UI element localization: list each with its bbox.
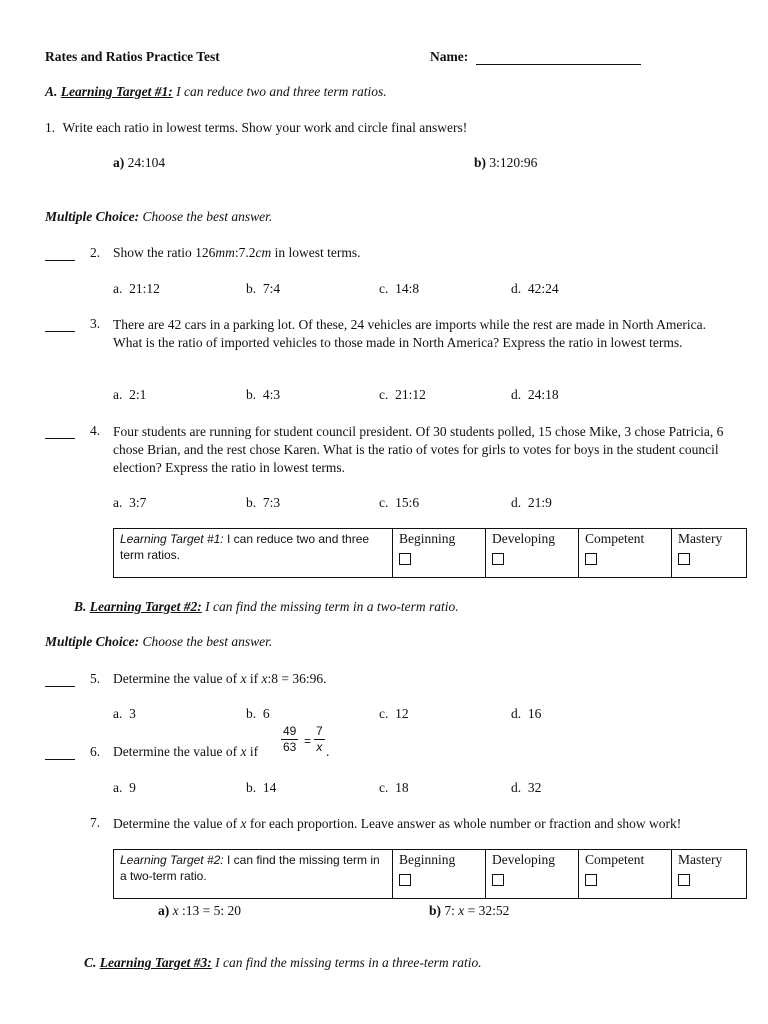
multiple-choice-heading-b [45,634,272,650]
rubric-2-mastery-checkbox[interactable] [678,874,690,886]
fraction-49-63 [281,724,298,755]
level-label: Developing [492,852,555,867]
question-2-choice-b[interactable] [246,281,280,297]
choice-value: 16 [527,706,542,721]
question-7b-equation-pre: 7: [444,903,459,918]
choice-letter: b. [246,706,257,721]
choice-letter: c. [379,706,389,721]
choice-letter: a. [113,780,123,795]
choice-value: 6 [262,706,270,721]
choice-value: 14:8 [395,281,420,296]
answer-blank-3[interactable] [45,331,75,332]
level-label: Mastery [678,531,723,546]
rubric-2-developing [486,850,579,899]
question-2-text-mid: :7.2 [234,245,256,260]
question-3-text: There are 42 cars in a parking lot. Of these, 24 vehicles are imports while the rest are made in North America. What is the ratio of imported vehicles to those made in North America? Express the ratio in lowest terms. [113,317,707,350]
choice-value: 32 [527,780,542,795]
level-label: Competent [585,852,645,867]
question-6-text-pre: Determine the value of [113,744,241,759]
question-6-number: 6. [90,744,101,759]
choice-letter: c. [379,780,389,795]
question-6-choice-b[interactable] [246,780,276,796]
rubric-2-beginning [393,850,486,899]
section-c-heading [84,955,482,971]
rubric-1-mastery [672,529,747,578]
question-7-text [113,815,713,832]
choice-value: 3:7 [129,495,147,510]
name-field[interactable] [476,64,641,65]
question-5-choice-b[interactable] [246,706,270,722]
question-4-choice-c[interactable] [379,495,419,511]
choice-letter: d. [511,706,522,721]
learning-target-3-label: Learning Target #3: [99,955,212,970]
question-2-choice-d[interactable] [511,281,559,297]
rubric-2-mastery [672,850,747,899]
question-3-choice-b[interactable] [246,387,280,403]
choice-letter: a. [113,281,123,296]
fraction-denominator: x [316,740,323,754]
question-1a-value: 24:104 [127,155,166,170]
section-a-letter: A. [45,84,58,99]
question-7a-equation: :13 = 5: 20 [178,903,241,918]
equals-sign: = [304,734,312,748]
choice-letter: b. [246,281,257,296]
choice-value: 4:3 [262,387,281,402]
rubric-1-competent [579,529,672,578]
question-5-choice-c[interactable] [379,706,409,722]
section-a-heading [45,84,387,100]
choice-value: 14 [262,780,277,795]
fraction-numerator: 7 [316,724,323,738]
level-label: Competent [585,531,645,546]
question-3-choice-a[interactable] [113,387,146,403]
rubric-1-developing-checkbox[interactable] [492,553,504,565]
question-6-choice-a[interactable] [113,780,136,796]
choice-value: 3 [129,706,136,721]
choice-value: 18 [395,780,409,795]
question-4-number: 4. [90,423,101,438]
multiple-choice-label: Multiple Choice: [45,634,140,649]
question-2-unit-mm: mm [215,245,235,260]
rubric-1-target [114,529,393,578]
choice-letter: b. [246,495,257,510]
choice-letter: a. [113,706,123,721]
answer-blank-6[interactable] [45,759,75,760]
rubric-table-1 [113,528,747,578]
choice-letter: d. [511,281,522,296]
multiple-choice-label: Multiple Choice: [45,209,140,224]
choice-value: 2:1 [129,387,147,402]
choice-letter: b. [246,387,257,402]
question-1b [474,155,537,171]
question-6-text-mid: if [246,744,259,759]
page-title: Rates and Ratios Practice Test [45,49,220,64]
choice-value: 15:6 [395,495,420,510]
question-4-text: Four students are running for student council president. Of 30 students polled, 15 chose Mike, 3 chose Patricia, 6 chose Brian, and the rest chose Karen. What is the ratio of votes for girls to votes for boys in the student council election? Express the ratio in lowest terms. [113,424,724,475]
question-5-text [113,671,326,687]
question-4-choice-a[interactable] [113,495,146,511]
question-7-text-pre: Determine the value of [113,816,241,831]
learning-target-1-label: Learning Target #1: [60,84,173,99]
choice-letter: d. [511,387,522,402]
rubric-2-beginning-checkbox[interactable] [399,874,411,886]
question-3-number: 3. [90,316,101,331]
multiple-choice-instructions: Choose the best answer. [139,209,273,224]
rubric-1-mastery-checkbox[interactable] [678,553,690,565]
question-7b-equation: = 32:52 [464,903,510,918]
question-6-period: . [326,744,330,759]
choice-letter: d. [511,495,522,510]
name-label: Name: [430,49,469,64]
rubric-2-developing-checkbox[interactable] [492,874,504,886]
rubric-2-target [114,850,393,899]
question-5-choice-d[interactable] [511,706,541,722]
choice-letter: c. [379,495,389,510]
rubric-2-competent [579,850,672,899]
section-b-heading [74,599,459,615]
question-5-text-mid: if [246,671,262,686]
multiple-choice-heading-a [45,209,272,225]
question-5-text-post: :8 = 36:96. [267,671,327,686]
question-5-choice-a[interactable] [113,706,136,722]
level-label: Developing [492,531,555,546]
rubric-2-target-text: I can find the missing term in a two-term ratio. [120,853,380,883]
question-1b-value: 3:120:96 [489,155,538,170]
question-2-text [113,245,361,261]
choice-value: 21:12 [395,387,426,402]
learning-target-2-text: I can find the missing term in a two-term ratio. [201,599,459,614]
fraction-7-x [314,724,325,755]
choice-value: 21:9 [527,495,552,510]
rubric-2-target-label: Learning Target #2: [120,853,224,867]
question-6-choice-d[interactable] [511,780,541,796]
question-7b [429,903,509,919]
choice-value: 7:3 [262,495,281,510]
question-5-number: 5. [90,671,101,686]
variable-x: x [240,744,247,759]
learning-target-1-text: I can reduce two and three term ratios. [172,84,387,99]
rubric-table-2 [113,849,747,899]
choice-value: 7:4 [262,281,281,296]
choice-letter: c. [379,281,389,296]
question-3-choice-d[interactable] [511,387,559,403]
choice-letter: a. [113,495,123,510]
section-c-letter: C. [84,955,97,970]
question-1-number: 1. [45,120,56,135]
choice-value: 24:18 [527,387,559,402]
answer-blank-4[interactable] [45,438,75,439]
learning-target-2-label: Learning Target #2: [89,599,202,614]
rubric-2-competent-checkbox[interactable] [585,874,597,886]
choice-value: 9 [129,780,136,795]
question-2-choice-a[interactable] [113,281,160,297]
variable-x: x [458,903,465,918]
question-7a-label: a) [158,903,170,918]
question-2-text-post: in lowest terms. [271,245,361,260]
question-1a [113,155,165,171]
rubric-1-beginning-checkbox[interactable] [399,553,411,565]
question-7-text-post: for each proportion. Leave answer as whole number or fraction and show work! [246,816,682,831]
question-1a-label: a) [113,155,125,170]
variable-x: x [172,903,179,918]
choice-letter: a. [113,387,123,402]
choice-letter: c. [379,387,389,402]
question-4-choice-b[interactable] [246,495,280,511]
answer-blank-5[interactable] [45,686,75,687]
question-2-choice-c[interactable] [379,281,419,297]
variable-x: x [261,671,268,686]
question-1 [45,120,467,136]
choice-value: 12 [395,706,409,721]
choice-letter: b. [246,780,257,795]
variable-x: x [240,816,247,831]
section-b-letter: B. [74,599,87,614]
rubric-1-developing [486,529,579,578]
variable-x: x [240,671,247,686]
question-4-choice-d[interactable] [511,495,552,511]
choice-value: 42:24 [527,281,559,296]
choice-letter: d. [511,780,522,795]
rubric-1-target-label: Learning Target #1: [120,532,224,546]
answer-blank-2[interactable] [45,260,75,261]
question-7-number: 7. [90,815,101,830]
question-6-text [113,744,258,760]
fraction-denominator: 63 [283,740,297,754]
fraction-numerator: 49 [283,724,297,738]
question-2-text-pre: Show the ratio 126 [113,245,216,260]
question-1-text: Write each ratio in lowest terms. Show your work and circle final answers! [62,120,468,135]
level-label: Beginning [399,531,456,546]
rubric-1-competent-checkbox[interactable] [585,553,597,565]
learning-target-3-text: I can find the missing terms in a three-term ratio. [211,955,482,970]
question-7b-label: b) [429,903,442,918]
question-6-choice-c[interactable] [379,780,409,796]
multiple-choice-instructions: Choose the best answer. [139,634,273,649]
rubric-1-beginning [393,529,486,578]
choice-value: 21:12 [129,281,160,296]
question-3-choice-c[interactable] [379,387,426,403]
question-1b-label: b) [474,155,487,170]
question-5-text-pre: Determine the value of [113,671,241,686]
level-label: Mastery [678,852,723,867]
question-7a [158,903,241,919]
question-2-unit-cm: cm [255,245,272,260]
level-label: Beginning [399,852,456,867]
rubric-1-target-text: I can reduce two and three term ratios. [120,532,370,562]
question-2-number: 2. [90,245,101,260]
